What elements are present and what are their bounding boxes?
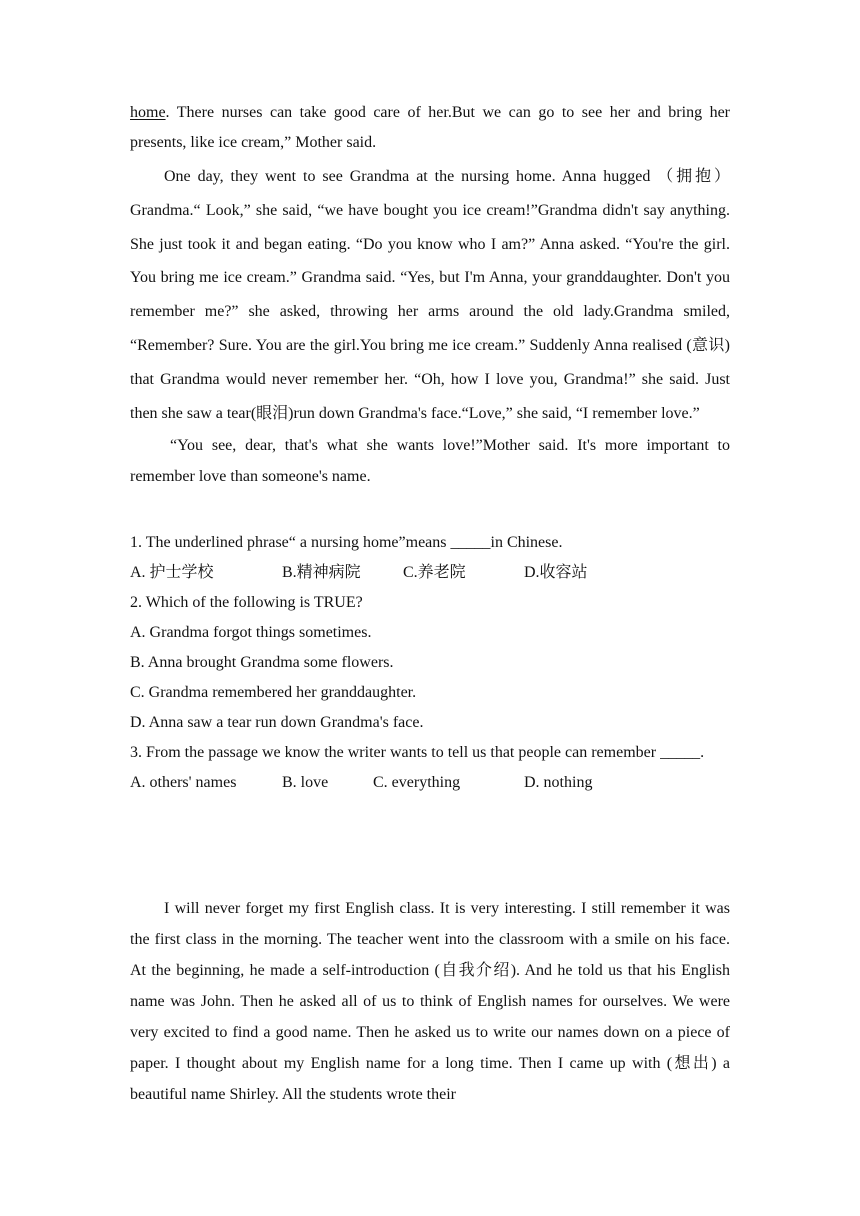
paragraph-text: . There nurses can take good care of her.But we can go to see her and bring her presents, like ice cream,” Mother said. <box>130 104 730 151</box>
story1-passage <box>130 98 730 492</box>
question-1-option-d: D.收容站 <box>524 564 588 581</box>
question-2-option-a: A. Grandma forgot things sometimes. <box>130 624 372 641</box>
question-1-option-c: C.养老院 <box>403 564 466 581</box>
questions-section <box>130 528 730 798</box>
question-1-options <box>130 558 730 588</box>
question-2-stem: 2. Which of the following is TRUE? <box>130 594 363 611</box>
question-2-option-d: D. Anna saw a tear run down Grandma's face. <box>130 714 424 731</box>
question-3-stem: 3. From the passage we know the writer wants to tell us that people can remember _____. <box>130 744 705 761</box>
story2-passage <box>130 893 730 1110</box>
question-1-option-a: A. 护士学校 <box>130 564 214 581</box>
question-3-option-a: A. others' names <box>130 774 237 791</box>
question-1-option-b: B.精神病院 <box>282 564 361 581</box>
question-3-option-c: C. everything <box>373 774 461 791</box>
question-2-option-b: B. Anna brought Grandma some flowers. <box>130 654 394 671</box>
question-3-option-d: D. nothing <box>524 774 593 791</box>
story1-paragraph-1 <box>130 98 730 158</box>
story1-paragraph-2: One day, they went to see Grandma at the nursing home. Anna hugged （拥抱）Grandma.“ Look,” she said, “we have bought you ice cream!”Grandma didn't say anything. She just took it and began eating. “Do you know who I am?” Anna asked. “You're the girl. You bring me ice cream.” Grandma said. “Yes, but I'm Anna, your granddaughter. Don't you remember me?” she asked, throwing her arms around the old lady.Grandma smiled, “Remember? Sure. You are the girl.You bring me ice cream.” Suddenly Anna realised (意识) that Grandma would never remember her. “Oh, how I love you, Grandma!” she said. Just then she saw a tear(眼泪)run down Grandma's face.“Love,” she said, “I remember love.” <box>130 168 730 422</box>
question-1-stem: 1. The underlined phrase“ a nursing home”means _____in Chinese. <box>130 534 563 551</box>
story1-paragraph-3: “You see, dear, that's what she wants love!”Mother said. It's more important to remember love than someone's name. <box>130 437 730 486</box>
question-2-option-c: C. Grandma remembered her granddaughter. <box>130 684 417 701</box>
question-3-options <box>130 768 730 798</box>
underlined-word: home <box>130 104 166 121</box>
question-3-option-b: B. love <box>282 774 329 791</box>
story2-paragraph-1: I will never forget my first English class. It is very interesting. I still remember it was the first class in the morning. The teacher went into the classroom with a smile on his face. At the beginning, he made a self-introduction (自我介绍). And he told us that his English name was John. Then he asked all of us to think of English names for ourselves. We were very excited to find a good name. Then he asked us to write our names down on a piece of paper. I thought about my English name for a long time. Then I came up with (想出) a beautiful name Shirley. All the students wrote their <box>130 900 730 1103</box>
